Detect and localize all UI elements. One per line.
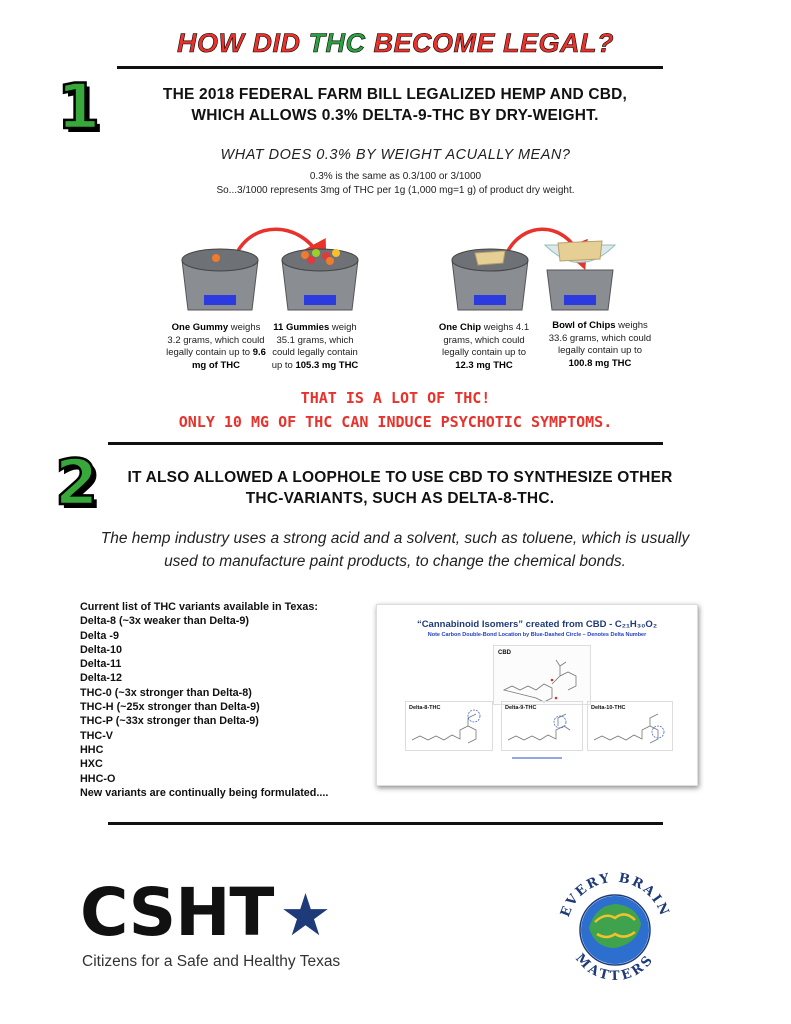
scale-gummy-icon xyxy=(182,249,258,310)
csht-logo-text: CSHT xyxy=(80,874,274,951)
section1-explanation xyxy=(0,170,791,198)
section-number-1: 1 xyxy=(57,70,101,143)
cbd-structure xyxy=(493,645,591,705)
body-line1: The hemp industry uses a strong acid and a solvent, such as toluene, which is usually xyxy=(100,530,690,547)
section2-heading-line1: IT ALSO ALLOWED A LOOPHOLE TO USE CBD TO SYNTHESIZE OTHER xyxy=(127,469,673,486)
warning-lot-of-thc: THAT IS A LOT OF THC! xyxy=(300,389,491,407)
title-part-1: HOW DID xyxy=(177,28,309,58)
divider-top xyxy=(117,66,663,69)
delta-9-label: Delta-9-THC xyxy=(505,705,537,711)
list-item: Delta -9 xyxy=(80,629,120,642)
list-item: Current list of THC variants available in Texas: xyxy=(80,601,319,613)
list-item: Delta-11 xyxy=(80,658,122,671)
csht-tagline: Citizens for a Safe and Healthy Texas xyxy=(82,953,341,970)
list-item: Delta-12 xyxy=(80,672,123,685)
page-title xyxy=(0,28,791,59)
list-item: Delta-8 (~3x weaker than Delta-9) xyxy=(80,615,249,628)
caption-gummies: 11 Gummies weigh 35.1 grams, which could legally contain up to 105.3 mg THC xyxy=(271,322,359,371)
csht-logo xyxy=(80,874,331,951)
delta-9-molecule-icon xyxy=(502,702,582,750)
slide-title: “Cannabinoid Isomers” created from CBD - C₂₁H₃₀O₂ xyxy=(416,619,658,630)
section1-heading-line2: WHICH ALLOWS 0.3% DELTA-9-THC BY DRY-WEIGHT. xyxy=(191,107,599,124)
section2-heading xyxy=(120,467,680,509)
list-item: THC-P (~33x stronger than Delta-9) xyxy=(80,715,259,728)
divider-middle xyxy=(108,442,663,445)
list-item: HHC-O xyxy=(80,772,116,785)
section-number-2: 2 xyxy=(55,446,99,519)
section2-heading-line2: THC-VARIANTS, SUCH AS DELTA-8-THC. xyxy=(245,490,555,507)
section1-heading xyxy=(135,84,655,126)
list-item: THC-V xyxy=(80,729,113,742)
slide-subtitle: Note Carbon Double-Bond Location by Blue-Dashed Circle – Denotes Delta Number xyxy=(427,632,647,638)
caption-bowl-chips: Bowl of Chips weighs 33.6 grams, which could legally contain up to 100.8 mg THC xyxy=(548,320,652,369)
list-item: Delta-10 xyxy=(80,643,123,656)
title-part-thc: THC xyxy=(308,28,366,58)
cbd-label: CBD xyxy=(498,650,511,656)
delta-8-structure xyxy=(405,701,493,751)
delta-10-molecule-icon xyxy=(588,702,672,750)
explain-line2: So...3/1000 represents 3mg of THC per 1g (1,000 mg=1 g) of product dry weight. xyxy=(216,185,575,196)
delta-9-structure xyxy=(501,701,583,751)
warning-psychotic: ONLY 10 MG OF THC CAN INDUCE PSYCHOTIC SYMPTOMS. xyxy=(178,413,613,431)
delta-10-structure xyxy=(587,701,673,751)
list-item: HXC xyxy=(80,758,103,771)
section1-question: WHAT DOES 0.3% BY WEIGHT ACUALLY MEAN? xyxy=(220,147,571,163)
badge-top-text: EVERY BRAIN xyxy=(557,870,673,920)
list-item: THC-H (~25x stronger than Delta-9) xyxy=(80,701,260,714)
delta-10-label: Delta-10-THC xyxy=(591,705,626,711)
divider-bottom xyxy=(108,822,663,825)
section1-heading-line1: THE 2018 FEDERAL FARM BILL LEGALIZED HEMP AND CBD, xyxy=(162,86,628,103)
delta-8-label: Delta-8-THC xyxy=(409,705,441,711)
list-item: New variants are continually being formulated.... xyxy=(80,786,329,799)
caption-one-gummy: One Gummy weighs 3.2 grams, which could legally contain up to 9.6 mg of THC xyxy=(166,322,266,371)
badge-bottom-text: MATTERS xyxy=(572,951,658,985)
star-icon: ★ xyxy=(279,881,331,949)
scale-bowl-icon xyxy=(545,241,615,310)
cbd-molecule-icon xyxy=(494,646,590,704)
list-item: THC-0 (~3x stronger than Delta-8) xyxy=(80,686,252,699)
body-line2: used to manufacture paint products, to change the chemical bonds. xyxy=(164,553,626,570)
explain-line1: 0.3% is the same as 0.3/100 or 3/1000 xyxy=(309,171,482,182)
scale-gummies-icon xyxy=(282,249,358,310)
section2-body xyxy=(60,527,730,573)
list-item: HHC xyxy=(80,743,104,756)
title-part-3: BECOME LEGAL? xyxy=(365,28,614,58)
scale-chip-icon xyxy=(452,249,528,310)
every-brain-matters-badge xyxy=(553,868,677,992)
cannabinoid-isomers-slide xyxy=(376,604,698,786)
delta-8-molecule-icon xyxy=(406,702,492,750)
slide-link-line xyxy=(512,757,562,759)
scales-illustration xyxy=(160,215,660,325)
thc-variant-list xyxy=(80,600,328,800)
caption-one-chip: One Chip weighs 4.1 grams, which could legally contain up to 12.3 mg THC xyxy=(438,322,530,371)
brain-icon xyxy=(553,868,677,992)
